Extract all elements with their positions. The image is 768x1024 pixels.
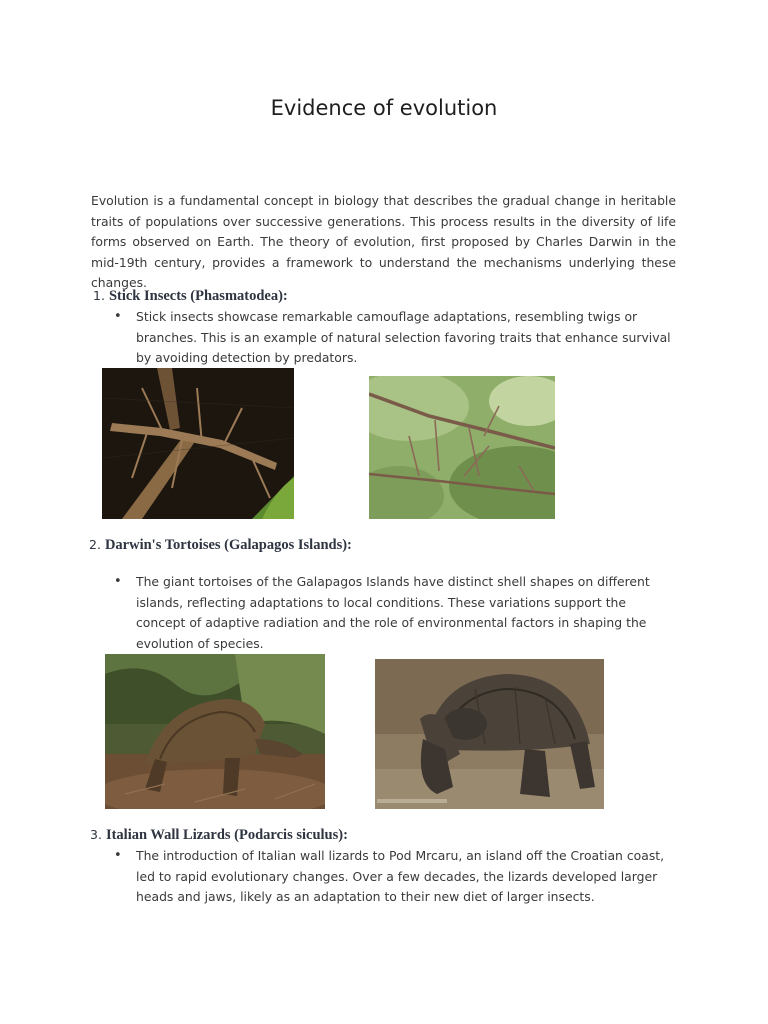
section-heading-lizards <box>90 827 348 844</box>
bullet-item-lizards <box>114 846 674 908</box>
intro-paragraph: Evolution is a fundamental concept in biology that describes the gradual change in heritable traits of populations over successive generations. This process results in the diversity of life forms observed on Earth. The theory of evolution, first proposed by Charles Darwin in the mid-19th century, provides a framework to understand the mechanisms underlying these changes. <box>91 193 676 290</box>
section-number: 3. <box>90 827 102 842</box>
stick-insect-on-branch-photo <box>102 368 294 519</box>
bullet-text: The introduction of Italian wall lizards to Pod Mrcaru, an island off the Croatian coast, led to rapid evolutionary changes. Over a few decades, the lizards developed larger heads and jaws, likely as an adaptation to their new diet of larger insects. <box>136 848 665 904</box>
section-heading-text: Italian Wall Lizards (Podarcis siculus): <box>105 827 348 843</box>
bullet-icon: • <box>114 848 122 863</box>
bullet-item-tortoises <box>114 572 674 654</box>
section-heading-tortoises <box>89 537 352 554</box>
stick-insect-on-twig-photo <box>369 376 555 519</box>
section-heading-text: Darwin's Tortoises (Galapagos Islands): <box>104 537 352 553</box>
bullet-item-stick-insects <box>114 307 674 369</box>
bullet-text: The giant tortoises of the Galapagos Islands have distinct shell shapes on different islands, reflecting adaptations to local conditions. These variations support the concept of adaptive radiation and the role of environmental factors in shaping the evolution of species. <box>136 574 650 651</box>
section-number: 2. <box>89 537 101 552</box>
bullet-icon: • <box>114 309 122 324</box>
saddleback-tortoise-photo <box>105 654 325 809</box>
section-heading-text: Stick Insects (Phasmatodea): <box>108 288 288 304</box>
bullet-text: Stick insects showcase remarkable camouflage adaptations, resembling twigs or branches. This is an example of natural selection favoring traits that enhance survival by avoiding detection by predators. <box>136 309 671 365</box>
page-title: Evidence of evolution <box>270 96 498 120</box>
domed-tortoise-photo <box>375 659 604 809</box>
section-number: 1. <box>93 288 105 303</box>
section-heading-stick-insects <box>93 288 288 305</box>
bullet-icon: • <box>114 574 122 589</box>
